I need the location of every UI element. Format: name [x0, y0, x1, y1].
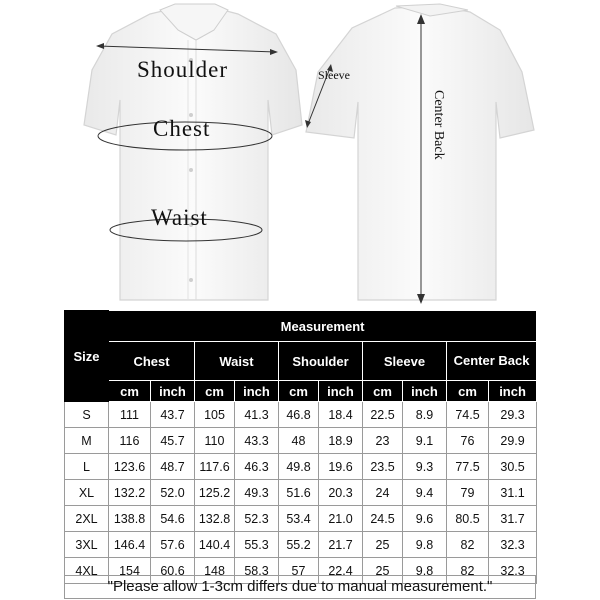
group-header: Shoulder [279, 342, 363, 381]
value-cell: 80.5 [447, 506, 489, 532]
value-cell: 31.1 [489, 480, 537, 506]
value-cell: 58.3 [235, 558, 279, 584]
table-row [65, 402, 537, 428]
value-cell: 9.1 [403, 428, 447, 454]
value-cell: 117.6 [195, 454, 235, 480]
size-cell: M [65, 428, 109, 454]
value-cell: 148 [195, 558, 235, 584]
value-cell: 43.3 [235, 428, 279, 454]
size-cell: 3XL [65, 532, 109, 558]
unit-header: cm [195, 381, 235, 402]
size-header: Size [65, 311, 109, 402]
size-cell: S [65, 402, 109, 428]
value-cell: 79 [447, 480, 489, 506]
size-cell: L [65, 454, 109, 480]
value-cell: 110 [195, 428, 235, 454]
value-cell: 111 [109, 402, 151, 428]
value-cell: 9.8 [403, 532, 447, 558]
unit-header: cm [109, 381, 151, 402]
value-cell: 32.3 [489, 558, 537, 584]
measurement-note: "Please allow 1-3cm differs due to manual measurement." [64, 575, 536, 599]
value-cell: 9.4 [403, 480, 447, 506]
value-cell: 55.2 [279, 532, 319, 558]
value-cell: 29.9 [489, 428, 537, 454]
value-cell: 23.5 [363, 454, 403, 480]
group-header: Waist [195, 342, 279, 381]
unit-header: inch [319, 381, 363, 402]
value-cell: 25 [363, 558, 403, 584]
value-cell: 29.3 [489, 402, 537, 428]
group-header: Sleeve [363, 342, 447, 381]
value-cell: 52.0 [151, 480, 195, 506]
unit-header: inch [489, 381, 537, 402]
value-cell: 60.6 [151, 558, 195, 584]
value-cell: 24.5 [363, 506, 403, 532]
value-cell: 138.8 [109, 506, 151, 532]
value-cell: 20.3 [319, 480, 363, 506]
value-cell: 9.6 [403, 506, 447, 532]
unit-header: cm [279, 381, 319, 402]
value-cell: 146.4 [109, 532, 151, 558]
unit-header: inch [235, 381, 279, 402]
unit-header: cm [363, 381, 403, 402]
value-cell: 49.3 [235, 480, 279, 506]
value-cell: 54.6 [151, 506, 195, 532]
unit-header: inch [151, 381, 195, 402]
value-cell: 154 [109, 558, 151, 584]
value-cell: 140.4 [195, 532, 235, 558]
value-cell: 9.8 [403, 558, 447, 584]
value-cell: 105 [195, 402, 235, 428]
value-cell: 19.6 [319, 454, 363, 480]
value-cell: 77.5 [447, 454, 489, 480]
table-row [65, 532, 537, 558]
value-cell: 23 [363, 428, 403, 454]
value-cell: 8.9 [403, 402, 447, 428]
value-cell: 125.2 [195, 480, 235, 506]
value-cell: 82 [447, 558, 489, 584]
value-cell: 22.4 [319, 558, 363, 584]
table-row [65, 454, 537, 480]
value-cell: 21.7 [319, 532, 363, 558]
value-cell: 45.7 [151, 428, 195, 454]
value-cell: 32.3 [489, 532, 537, 558]
value-cell: 51.6 [279, 480, 319, 506]
value-cell: 52.3 [235, 506, 279, 532]
value-cell: 18.4 [319, 402, 363, 428]
table-row [65, 428, 537, 454]
chest-label: Chest [153, 116, 211, 141]
value-cell: 41.3 [235, 402, 279, 428]
value-cell: 9.3 [403, 454, 447, 480]
back-shirt [305, 4, 534, 304]
value-cell: 48.7 [151, 454, 195, 480]
value-cell: 132.8 [195, 506, 235, 532]
unit-header: cm [447, 381, 489, 402]
measurement-header: Measurement [109, 311, 537, 342]
size-cell: 2XL [65, 506, 109, 532]
value-cell: 132.2 [109, 480, 151, 506]
value-cell: 74.5 [447, 402, 489, 428]
value-cell: 25 [363, 532, 403, 558]
value-cell: 24 [363, 480, 403, 506]
value-cell: 76 [447, 428, 489, 454]
value-cell: 82 [447, 532, 489, 558]
value-cell: 46.8 [279, 402, 319, 428]
shoulder-label: Shoulder [137, 57, 229, 82]
sleeve-label: Sleeve [318, 68, 350, 82]
value-cell: 22.5 [363, 402, 403, 428]
center-back-label: Center Back [431, 90, 446, 160]
group-header: Chest [109, 342, 195, 381]
value-cell: 46.3 [235, 454, 279, 480]
value-cell: 116 [109, 428, 151, 454]
value-cell: 123.6 [109, 454, 151, 480]
size-cell: XL [65, 480, 109, 506]
size-chart-table [64, 310, 537, 584]
value-cell: 57.6 [151, 532, 195, 558]
value-cell: 21.0 [319, 506, 363, 532]
group-header: Center Back [447, 342, 537, 381]
value-cell: 48 [279, 428, 319, 454]
value-cell: 30.5 [489, 454, 537, 480]
value-cell: 49.8 [279, 454, 319, 480]
size-cell: 4XL [65, 558, 109, 584]
front-shirt [84, 4, 302, 300]
value-cell: 55.3 [235, 532, 279, 558]
value-cell: 57 [279, 558, 319, 584]
waist-label: Waist [151, 205, 208, 230]
value-cell: 18.9 [319, 428, 363, 454]
value-cell: 31.7 [489, 506, 537, 532]
table-row [65, 506, 537, 532]
value-cell: 53.4 [279, 506, 319, 532]
unit-header: inch [403, 381, 447, 402]
value-cell: 43.7 [151, 402, 195, 428]
table-row [65, 480, 537, 506]
